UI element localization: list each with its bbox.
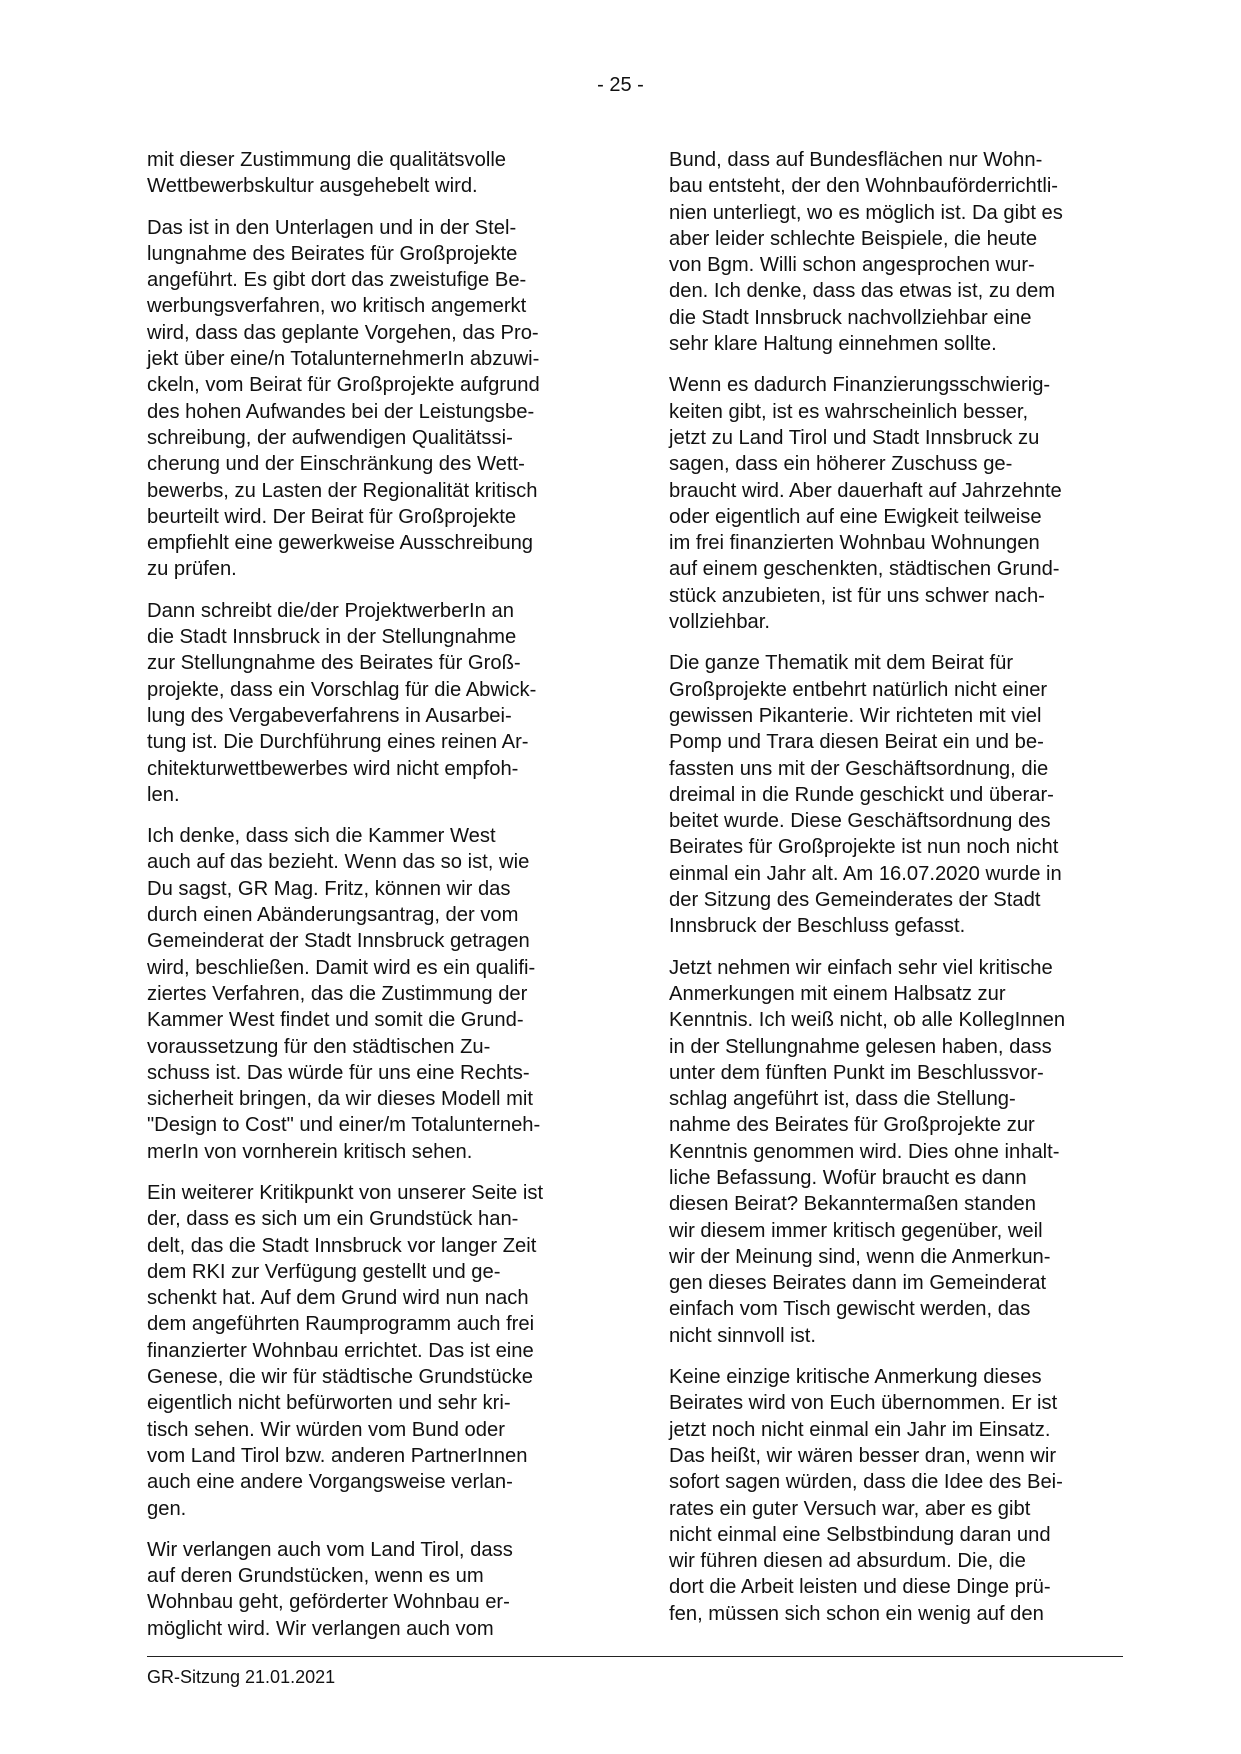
paragraph: Jetzt nehmen wir einfach sehr viel kritische Anmerkungen mit einem Halbsatz zur Kenntnis. Ich weiß nicht, ob alle KollegInnen in der Stellungnahme gelesen haben, dass unter dem fünften Punkt im Beschlussvor- schlag angeführt ist, dass die Stellung- nahme des Beirates für Großprojekte zur Kenntnis genommen wird. Dies ohne inhalt- liche Befassung. Wofür braucht es dann diesen Beirat? Bekanntermaßen standen wir diesem immer kritisch gegenüber, weil wir der Meinung sind, wenn die Anmerkun- gen dieses Beirates dann im Gemeinderat einfach vom Tisch gewischt werden, das nicht sinnvoll ist.	[669, 956, 1066, 1347]
page-number: - 25 -	[597, 74, 644, 96]
right-text-column	[669, 147, 1109, 1642]
footer-divider	[147, 1656, 1123, 1657]
paragraph: mit dieser Zustimmung die qualitätsvolle Wettbewerbskultur ausgehebelt wird.	[147, 149, 507, 198]
paragraph: Wir verlangen auch vom Land Tirol, dass auf deren Grundstücken, wenn es um Wohnbau geht, geförderter Wohnbau er- möglicht wird. Wir verlangen auch vom	[147, 1538, 513, 1640]
paragraph: Bund, dass auf Bundesflächen nur Wohn- bau entsteht, der den Wohnbauförderrichtli- nien unterliegt, wo es möglich ist. Da gibt es aber leider schlechte Beispiele, die heute von Bgm. Willi schon angesprochen wur- den. Ich denke, dass das etwas ist, zu dem die Stadt Innsbruck nachvollziehbar eine sehr klare Haltung einnehmen sollte.	[669, 149, 1063, 356]
footer-session-date: GR-Sitzung 21.01.2021	[147, 1667, 336, 1687]
paragraph: Ein weiterer Kritikpunkt von unserer Seite ist der, dass es sich um ein Grundstück han- delt, das die Stadt Innsbruck vor langer Zeit dem RKI zur Verfügung gestellt und ge- schenkt hat. Auf dem Grund wird nun nach dem angeführten Raumprogramm auch frei finanzierter Wohnbau errichtet. Das ist eine Genese, die wir für städtische Grundstücke eigentlich nicht befürworten und sehr kri- tisch sehen. Wir würden vom Bund oder vom Land Tirol bzw. anderen PartnerInnen auch eine andere Vorgangsweise verlan- gen.	[147, 1181, 544, 1520]
paragraph: Das ist in den Unterlagen und in der Stel- lungnahme des Beirates für Großprojekte angeführt. Es gibt dort das zweistufige Be- werbungsverfahren, wo kritisch angemerkt wird, dass das geplante Vorgehen, das Pro- jekt über eine/n TotalunternehmerIn abzuwi- ckeln, vom Beirat für Großprojekte aufgrund des hohen Aufwandes bei der Leistungsbe- schreibung, der aufwendigen Qualitätssi- cherung und der Einschränkung des Wett- bewerbs, zu Lasten der Regionalität kritisch beurteilt wird. Der Beirat für Großprojekte empfiehlt eine gewerkweise Ausschreibung zu prüfen.	[147, 216, 540, 581]
paragraph: Ich denke, dass sich die Kammer West auch auf das bezieht. Wenn das so ist, wie Du sagst, GR Mag. Fritz, können wir das durch einen Abänderungsantrag, der vom Gemeinderat der Stadt Innsbruck getragen wird, beschließen. Damit wird es ein qualifi- ziertes Verfahren, das die Zustimmung der Kammer West findet und somit die Grund- voraussetzung für den städtischen Zu- schuss ist. Das würde für uns eine Rechts- sicherheit bringen, da wir dieses Modell mit "Design to Cost" und einer/m Totalunterneh- merIn von vornherein kritisch sehen.	[147, 825, 541, 1163]
paragraph: Keine einzige kritische Anmerkung dieses Beirates wird von Euch übernommen. Er ist jetzt noch nicht einmal ein Jahr im Einsatz. Das heißt, wir wären besser dran, wenn wir sofort sagen würden, dass die Idee des Bei- rates ein guter Versuch war, aber es gibt nicht einmal eine Selbstbindung daran und wir führen diesen ad absurdum. Die, die dort die Arbeit leisten und diese Dinge prü- fen, müssen sich schon ein wenig auf den	[669, 1366, 1063, 1625]
paragraph: Dann schreibt die/der ProjektwerberIn an die Stadt Innsbruck in der Stellungnahme zur Stellungnahme des Beirates für Groß- projekte, dass ein Vorschlag für die Abwick- lung des Vergabeverfahrens in Ausarbei- tung ist. Die Durchführung eines reinen Ar- chitekturwettbewerbes wird nicht empfoh- len.	[147, 599, 537, 806]
paragraph: Die ganze Thematik mit dem Beirat für Großprojekte entbehrt natürlich nicht einer gewissen Pikanterie. Wir richteten mit viel Pomp und Trara diesen Beirat ein und be- fassten uns mit der Geschäftsordnung, die dreimal in die Runde geschickt und überar- beitet wurde. Diese Geschäftsordnung des Beirates für Großprojekte ist nun noch nicht einmal ein Jahr alt. Am 16.07.2020 wurde in der Sitzung des Gemeinderates der Stadt Innsbruck der Beschluss gefasst.	[669, 652, 1062, 938]
paragraph: Wenn es dadurch Finanzierungsschwierig- keiten gibt, ist es wahrscheinlich besser, jetzt zu Land Tirol und Stadt Innsbruck zu sagen, dass ein höherer Zuschuss ge- braucht wird. Aber dauerhaft auf Jahrzehnte oder eigentlich auf eine Ewigkeit teilweise im frei finanzierten Wohnbau Wohnungen auf einem geschenkten, städtischen Grund- stück anzubieten, ist für uns schwer nach- vollziehbar.	[669, 374, 1062, 634]
left-text-column	[147, 147, 587, 1657]
